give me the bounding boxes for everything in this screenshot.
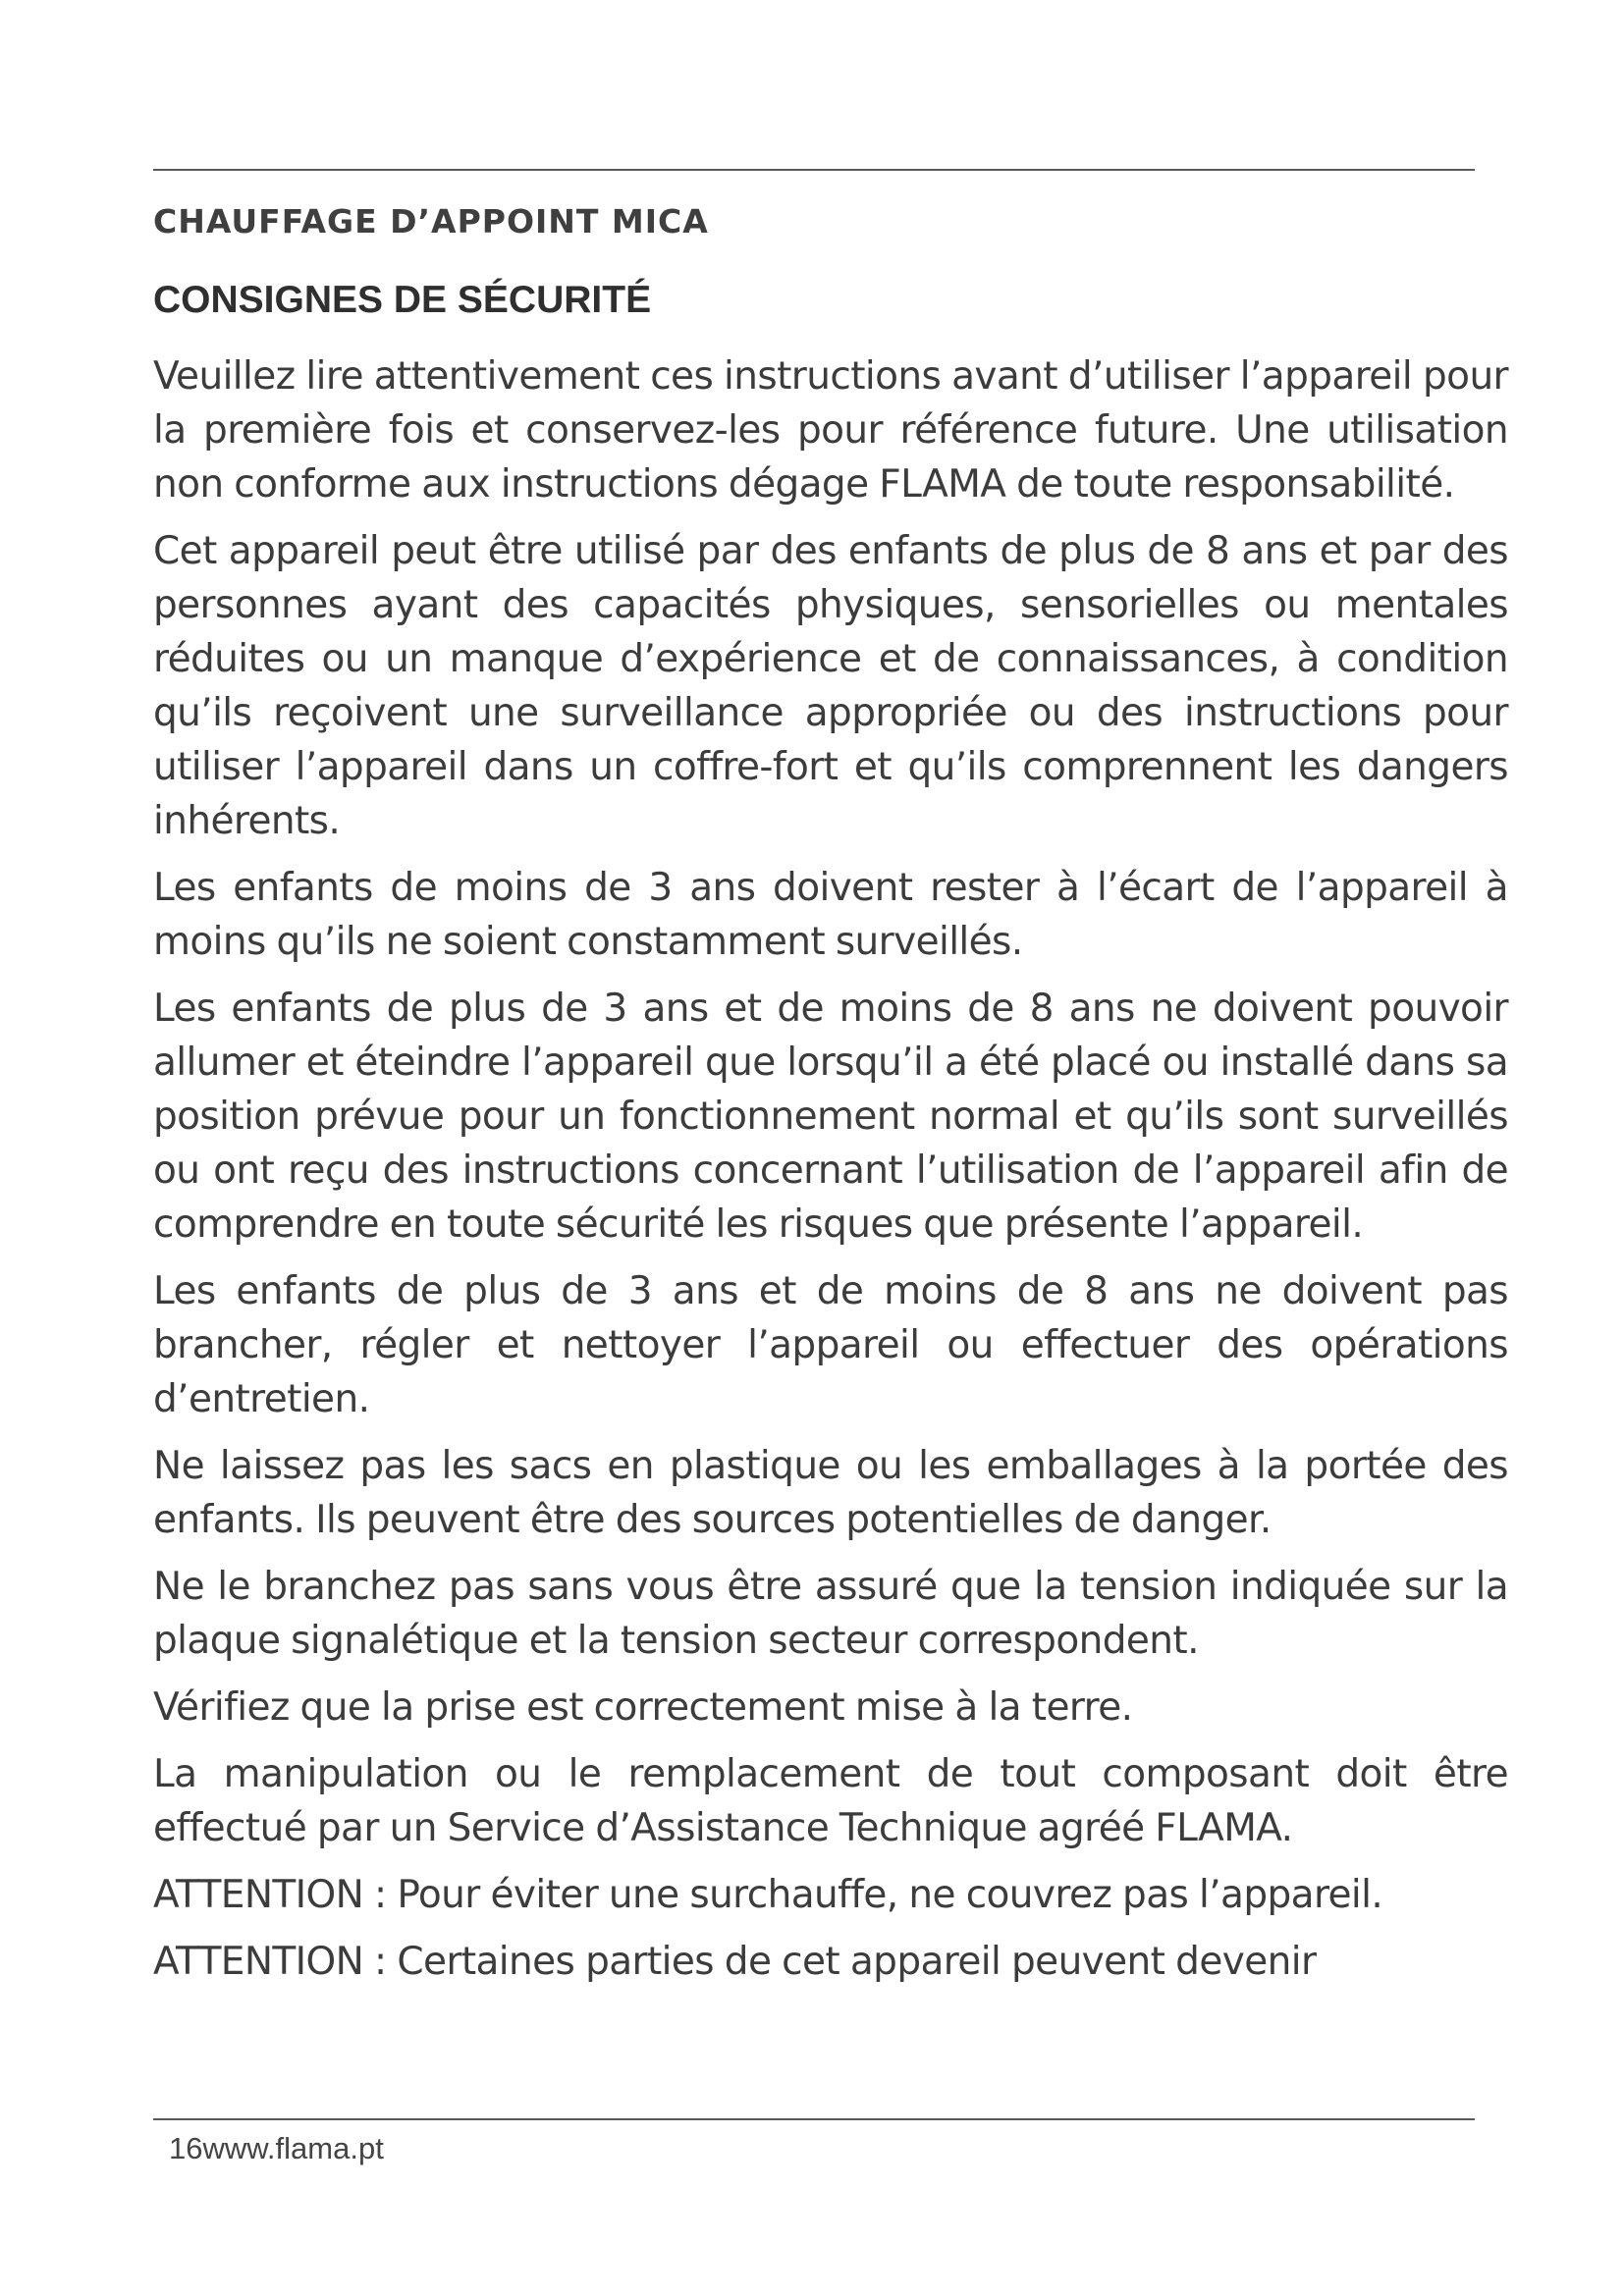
product-title: CHAUFFAGE D’APPOINT MICA [153,202,709,240]
paragraph-grounding: Vérifiez que la prise est correctement mise à la terre. [153,1685,1133,1730]
paragraph-voltage-check: Ne le branchez pas sans vous être assuré que la tension indiquée sur la plaque signalétique et la tension secteur correspondent. [153,1565,1508,1663]
paragraph-children-under-3: Les enfants de moins de 3 ans doivent rester à l’écart de l’appareil à moins qu’ils ne soient constamment surveillés. [153,866,1508,964]
safety-instructions-body [153,349,1508,2002]
section-title: CONSIGNES DE SÉCURITÉ [153,279,652,321]
paragraph-plastic-bags: Ne laissez pas les sacs en plastique ou les emballages à la portée des enfants. Ils peuvent être des sources potentielles de danger. [153,1444,1508,1542]
paragraph-children-3-to-8-switch: Les enfants de plus de 3 ans et de moins de 8 ans ne doivent pouvoir allumer et éteindre l’appareil que lorsqu’il a été placé ou installé dans sa position prévue pour un fonctionnement normal et qu’ils sont surveillés ou ont reçu des instructions concernant l’utilisation de l’appareil afin de comprendre en toute sécurité les risques que présente l’appareil. [153,987,1508,1247]
website-link: www.flama.pt [202,2131,384,2165]
paragraph-children-3-to-8-maintenance: Les enfants de plus de 3 ans et de moins de 8 ans ne doivent pas brancher, régler et nettoyer l’appareil ou effectuer des opérations d’entretien. [153,1269,1508,1421]
paragraph-warning-hot-parts: ATTENTION : Certaines parties de cet appareil peuvent devenir [153,1940,1317,1984]
page-footer [169,2131,384,2166]
paragraph-service: La manipulation ou le remplacement de tout composant doit être effectué par un Service d’Assistance Technique agréé FLAMA. [153,1752,1508,1850]
paragraph-children-over-8: Cet appareil peut être utilisé par des enfants de plus de 8 ans et par des personnes ayant des capacités physiques, sensorielles ou mentales réduites ou un manque d’expérience et de connaissances, à condition qu’ils reçoivent une surveillance appropriée ou des instructions pour utiliser l’appareil dans un coffre-fort et qu’ils comprennent les dangers inhérents. [153,529,1508,843]
header-divider [153,169,1475,171]
footer-divider [153,2118,1475,2120]
page-number: 16 [169,2131,203,2165]
paragraph-warning-overheating: ATTENTION : Pour éviter une surchauffe, ne couvrez pas l’appareil. [153,1873,1383,1917]
paragraph-read-instructions: Veuillez lire attentivement ces instructions avant d’utiliser l’appareil pour la première fois et conservez-les pour référence future. Une utilisation non conforme aux instructions dégage FLAMA de toute responsabilité. [153,354,1508,507]
